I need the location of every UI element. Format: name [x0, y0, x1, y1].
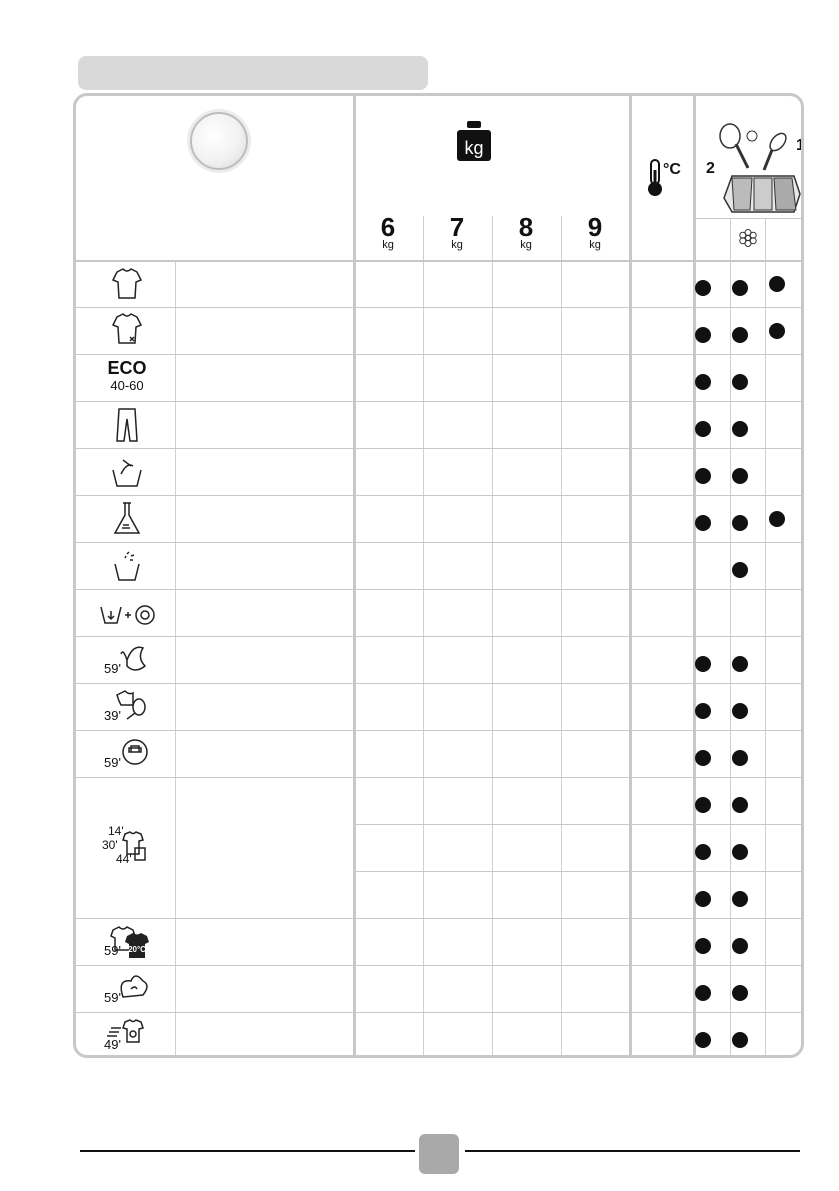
row-divider	[76, 777, 804, 778]
detergent-dot	[695, 280, 711, 296]
program-icon-drain-spin	[78, 593, 176, 633]
capacity-value: 6	[380, 212, 396, 242]
eco-label: ECO	[107, 357, 147, 378]
detergent-dot	[695, 656, 711, 672]
footer-rule-right	[465, 1150, 800, 1152]
detergent-dot	[732, 327, 748, 343]
program-duration: 59'	[104, 754, 121, 770]
detergent-dot	[732, 891, 748, 907]
capacity-8-header	[496, 214, 556, 251]
svg-text:°C: °C	[663, 161, 681, 178]
row-divider	[76, 683, 804, 684]
detergent-dot	[732, 985, 748, 1001]
program-icon-rapid	[78, 823, 176, 868]
row-divider	[76, 636, 804, 637]
detergent-dot	[732, 515, 748, 531]
detergent-dot	[695, 891, 711, 907]
program-dial-icon	[190, 112, 248, 170]
rinse-icon	[97, 546, 157, 586]
row-divider	[76, 495, 804, 496]
capacity-unit: kg	[520, 239, 532, 251]
program-duration: 59'	[104, 660, 121, 676]
program-icon-jeans	[78, 405, 176, 445]
row-divider	[695, 218, 804, 219]
eco-range: 40-60	[110, 377, 144, 393]
program-icon-handwash	[78, 452, 176, 492]
detergent-dot	[695, 515, 711, 531]
svg-text:20°C: 20°C	[128, 944, 146, 954]
detergent-dot	[732, 280, 748, 296]
program-icon-delicate-butterfly	[78, 640, 176, 680]
detergent-dot	[695, 844, 711, 860]
handwash-icon	[97, 452, 157, 492]
detergent-dot	[732, 703, 748, 719]
row-divider	[76, 965, 804, 966]
detergent-dot	[732, 1032, 748, 1048]
program-icon-sport-racket	[78, 687, 176, 727]
detergent-dot	[695, 938, 711, 954]
detergent-dot	[732, 656, 748, 672]
program-icon-wool	[78, 969, 176, 1009]
row-divider	[76, 1012, 804, 1013]
svg-text:1: 1	[796, 137, 805, 154]
detergent-drawer-icon	[702, 116, 804, 216]
program-duration: 49'	[104, 1036, 121, 1052]
thermometer-icon	[648, 158, 694, 198]
program-icon-hygiene-plus	[78, 734, 176, 774]
detergent-dot	[695, 985, 711, 1001]
program-icon-mixed-20c	[78, 922, 176, 962]
detergent-dot	[769, 511, 785, 527]
detergent-dot	[732, 421, 748, 437]
shirt-icon	[97, 264, 157, 304]
capacity-value: 8	[518, 212, 534, 242]
detergent-dot	[732, 938, 748, 954]
row-divider	[76, 260, 804, 262]
stained-shirt-icon	[97, 311, 157, 351]
row-divider	[76, 730, 804, 731]
jeans-icon	[97, 405, 157, 445]
detergent-dot	[695, 797, 711, 813]
flower-icon	[733, 228, 763, 248]
svg-text:2: 2	[706, 160, 715, 177]
program-duration: 44'	[116, 851, 132, 866]
capacity-9-header	[565, 214, 625, 251]
flask-icon	[97, 499, 157, 539]
row-divider	[354, 871, 804, 872]
footer-rule-left	[80, 1150, 415, 1152]
capacity-6-header	[358, 214, 418, 251]
drain-spin-icon	[97, 593, 157, 633]
program-icon-shirt	[78, 264, 176, 304]
program-table	[73, 93, 804, 1058]
row-divider	[354, 824, 804, 825]
weight-icon	[457, 121, 491, 161]
detergent-dot	[732, 468, 748, 484]
program-icon-flask	[78, 499, 176, 539]
capacity-unit: kg	[451, 239, 463, 251]
program-duration: 14'	[108, 823, 124, 838]
col-divider	[353, 96, 356, 1055]
detergent-dot	[732, 562, 748, 578]
row-divider	[76, 589, 804, 590]
row-divider	[76, 307, 804, 308]
svg-text:kg: kg	[464, 138, 484, 158]
row-divider	[76, 401, 804, 402]
detergent-dot	[695, 468, 711, 484]
detergent-dot	[732, 374, 748, 390]
detergent-dot	[695, 421, 711, 437]
capacity-unit: kg	[589, 239, 601, 251]
detergent-dot	[732, 844, 748, 860]
capacity-7-header	[427, 214, 487, 251]
detergent-dot	[769, 323, 785, 339]
detergent-dot	[695, 327, 711, 343]
program-icon-quick-dry	[78, 1016, 176, 1056]
capacity-value: 9	[587, 212, 603, 242]
capacity-value: 7	[449, 212, 465, 242]
detergent-dot	[695, 374, 711, 390]
program-duration: 59'	[104, 989, 121, 1005]
col-divider	[629, 96, 632, 1055]
program-icon-eco	[78, 358, 176, 398]
section-title-bar	[78, 56, 428, 90]
page-number-tab	[419, 1134, 459, 1174]
detergent-dot	[769, 276, 785, 292]
program-duration: 30'	[102, 837, 118, 852]
row-divider	[76, 354, 804, 355]
col-divider	[693, 96, 696, 1055]
detergent-dot	[695, 750, 711, 766]
program-icon-rinse	[78, 546, 176, 586]
program-duration: 59'	[104, 942, 121, 958]
detergent-dot	[695, 703, 711, 719]
detergent-dot	[695, 1032, 711, 1048]
program-duration: 39'	[104, 707, 121, 723]
row-divider	[76, 918, 804, 919]
detergent-dot	[732, 750, 748, 766]
capacity-unit: kg	[382, 239, 394, 251]
row-divider	[76, 448, 804, 449]
detergent-dot	[732, 797, 748, 813]
row-divider	[76, 542, 804, 543]
program-icon-stained-shirt	[78, 311, 176, 351]
